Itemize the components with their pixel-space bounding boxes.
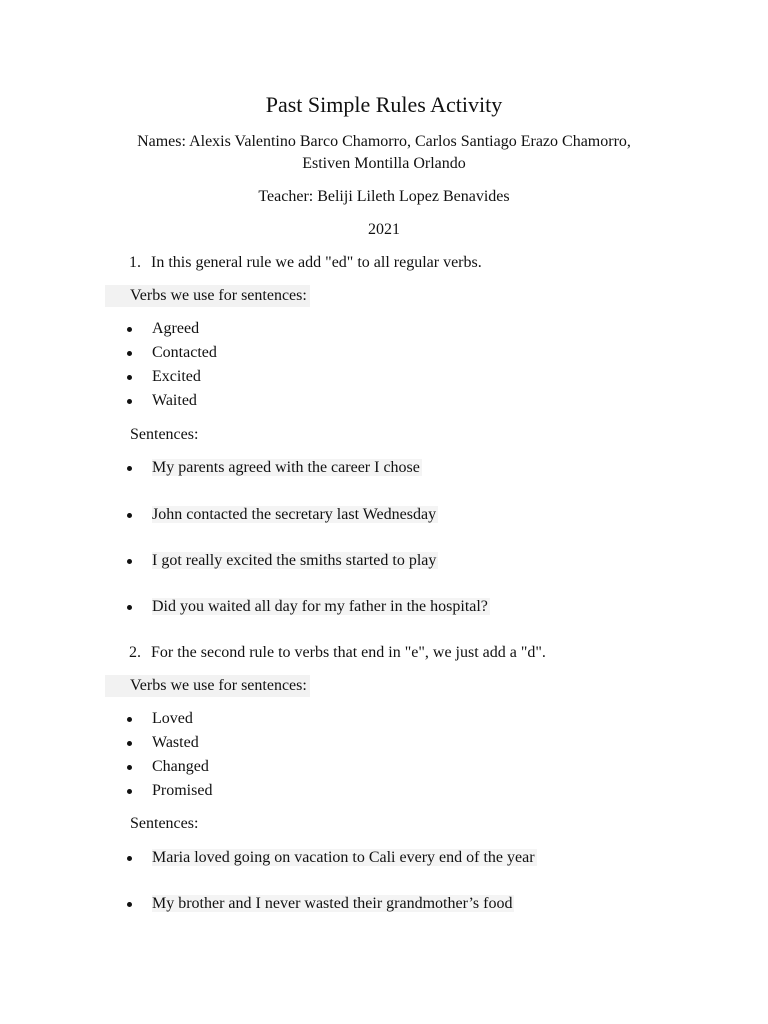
list-item: Changed [125,756,212,780]
document-title: Past Simple Rules Activity [265,92,503,117]
bullet-icon [127,741,132,746]
year-line: 2021 [368,221,400,238]
names-line-1: Names: Alexis Valentino Barco Chamorro, Carlos Santiago Erazo Chamorro, [137,133,631,150]
bullet-icon [127,856,132,861]
bullet-icon [127,765,132,770]
bullet-icon [127,717,132,722]
list-item: Promised [125,780,212,804]
verb-list-1 [125,318,217,414]
sentences-label: Sentences: [130,426,199,443]
list-item: Excited [125,366,217,390]
list-item: Agreed [125,318,217,342]
sentence-item: Maria loved going on vacation to Cali every end of the year [125,847,537,869]
verbs-label: Verbs we use for sentences: [105,675,310,697]
bullet-icon [127,559,132,564]
sentence-item: Did you waited all day for my father in the hospital? [125,596,490,618]
list-item: Loved [125,708,212,732]
bullet-icon [127,466,132,471]
bullet-icon [127,789,132,794]
rule-text: In this general rule we add "ed" to all regular verbs. [151,254,482,271]
rule-text: For the second rule to verbs that end in "e", we just add a "d". [151,644,546,661]
sentence-item: My brother and I never wasted their grandmother’s food [125,893,514,915]
rule-number: 1. [129,254,141,271]
bullet-icon [127,351,132,356]
verb-list-2 [125,708,212,804]
sentence-item: My parents agreed with the career I chose [125,457,422,479]
list-item: Waited [125,390,217,414]
bullet-icon [127,513,132,518]
bullet-icon [127,399,132,404]
bullet-icon [127,605,132,610]
bullet-icon [127,902,132,907]
teacher-line: Teacher: Beliji Lileth Lopez Benavides [258,188,510,205]
bullet-icon [127,327,132,332]
rule-2 [129,642,546,664]
sentence-item: I got really excited the smiths started to play [125,550,438,572]
sentence-item: John contacted the secretary last Wednesday [125,504,438,526]
names-line-2: Estiven Montilla Orlando [302,155,466,172]
list-item: Contacted [125,342,217,366]
rule-number: 2. [129,644,141,661]
bullet-icon [127,375,132,380]
rule-1 [129,252,482,274]
verbs-label: Verbs we use for sentences: [105,285,310,307]
list-item: Wasted [125,732,212,756]
sentences-label: Sentences: [130,815,199,832]
